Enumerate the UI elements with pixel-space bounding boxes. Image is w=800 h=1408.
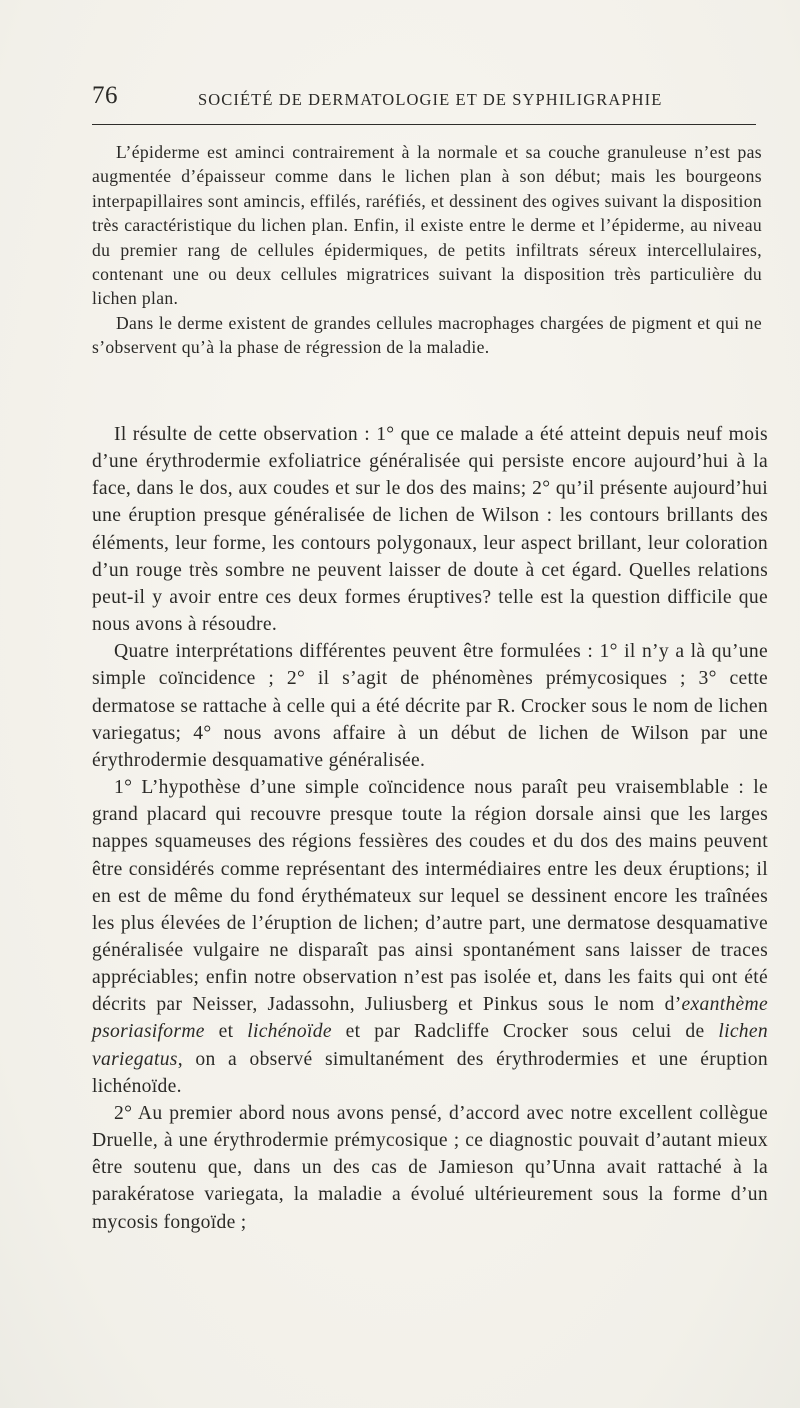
paragraph [92,774,768,1100]
paragraph: Dans le derme existent de grandes cellules macrophages chargées de pigment et qui ne s’observent qu’à la phase de régression de la maladie. [92,312,762,358]
text-run: et par Radcliffe Crocker sous celui de [331,1021,719,1043]
page-number: 76 [92,82,118,109]
paragraph: 2° Au premier abord nous avons pensé, d’accord avec notre excellent collègue Druelle, à une érythrodermie prémycosique ; ce diagnostic pouvait d’autant mieux être soutenu que, dans un des cas de Jamieson qu’Unna avait rattaché à la parakératose variegata, la maladie a évolué ultérieurement sous la forme d’un mycosis fongoïde ; [92,1102,768,1233]
histology-notes [92,140,762,360]
paragraph: L’épiderme est aminci contrairement à la normale et sa couche granuleuse n’est pas augmentée d’épaisseur comme dans le lichen plan à son début; mais les bourgeons interpapillaires sont amincis, effilés, raréfiés, et dessinent des ogives suivant la disposition très caractéristique du lichen plan. Enfin, il existe entre le derme et l’épiderme, au niveau du premier rang de cellules épidermiques, de petits infiltrats séreux intercellulaires, contenant une ou deux cellules migratrices suivant la disposition très particulière du lichen plan. [92,142,762,309]
paragraph: Quatre interprétations différentes peuvent être formulées : 1° il n’y a là qu’une simple coïncidence ; 2° il s’agit de phénomènes prémycosiques ; 3° cette dermatose se rattache à celle qui a été décrite par R. Crocker sous le nom de lichen variegatus; 4° nous avons affaire à un début de lichen de Wilson par une érythrodermie desquamative généralisée. [92,641,768,771]
header-rule [92,124,756,125]
page-header [92,82,772,116]
italic-term: lichénoïde [247,1021,332,1043]
text-run: et [204,1021,248,1043]
paragraph: Il résulte de cette observation : 1° que ce malade a été atteint depuis neuf mois d’une érythrodermie exfoliatrice généralisée qui persiste encore aujourd’hui à la face, dans le dos, aux coudes et sur le dos des mains; 2° qu’il présente aujourd’hui une éruption presque généralisée de lichen de Wilson : les contours brillants des éléments, leur forme, les contours polygonaux, leur aspect brillant, leur coloration d’un rouge très sombre ne peuvent laisser de doute à cet égard. Quelles relations peut-il y avoir entre ces deux formes éruptives? telle est la question difficile que nous avons à résoudre. [92,424,768,636]
running-head: SOCIÉTÉ DE DERMATOLOGIE ET DE SYPHILIGRAPHIE [198,90,663,109]
italic-term: exanthème psoriasiforme [92,994,768,1043]
discussion-text [92,421,768,1236]
text-run: , on a observé simultanément des érythrodermies et une éruption lichénoïde. [92,1048,768,1097]
text-run: 1° L’hypothèse d’une simple coïncidence nous paraît peu vraisemblable : le grand placard qui recouvre presque toute la région dorsale ainsi que les larges nappes squameuses des régions fessières des coudes et du dos des mains peuvent être considérés comme représentant des intermédiaires entre les deux éruptions; il en est de même du fond érythémateux sur lequel se dessinent encore les traînées les plus élevées de l’éruption de lichen; d’autre part, une dermatose desquamative généralisée vulgaire ne disparaît pas ainsi spontanément sans laisser de traces appréciables; enfin notre observation n’est pas isolée et, dans les faits qui ont été décrits par Neisser, Jadassohn, Juliusberg et Pinkus sous le nom d’ [92,777,768,1016]
italic-term: lichen variegatus [92,1021,769,1070]
